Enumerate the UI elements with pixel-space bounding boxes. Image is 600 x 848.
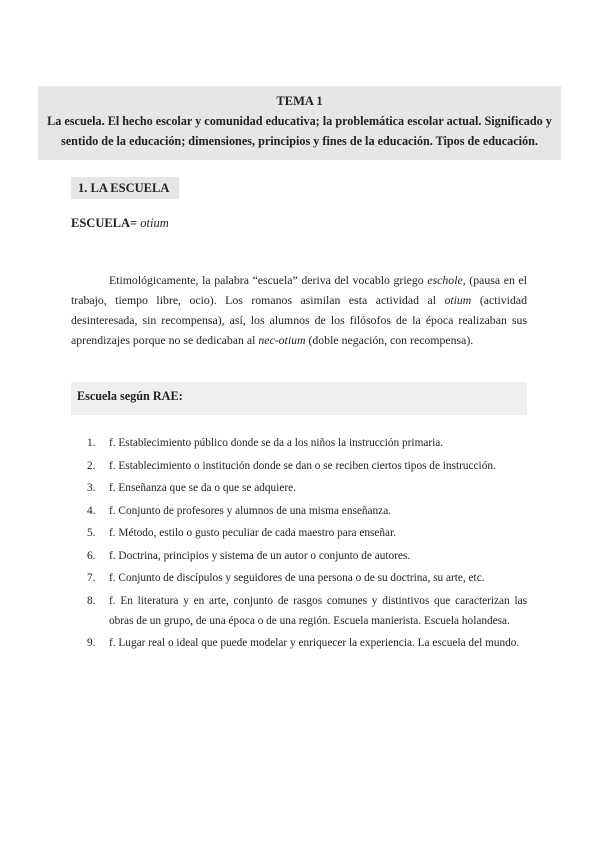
para-text-1: Etimológicamente, la palabra “escuela” deriva del vocablo griego [109, 272, 428, 287]
document-title: TEMA 1 [276, 94, 323, 108]
etymology-paragraph [71, 270, 527, 350]
document-subtitle [38, 111, 561, 151]
list-item-number: 4. [87, 504, 96, 517]
list-item-number: 1. [87, 437, 96, 449]
list-item-text: f. Lugar real o ideal que puede modelar y enriquecer la experiencia. La escuela del mundo. [109, 637, 520, 649]
list-item [87, 633, 527, 653]
list-item-number: 6. [87, 549, 96, 562]
list-item [87, 568, 527, 588]
list-item [87, 523, 527, 543]
para-text-3: (actividad desinteresada, sin recompensa), así, los alumnos de los filósofos de la época realizaban sus aprendizajes porque no se dedicaban al [71, 292, 527, 347]
list-item-text: f. Establecimiento público donde se da a los niños la instrucción primaria. [109, 437, 444, 449]
list-item-number: 9. [87, 637, 96, 649]
list-item-text: f. Establecimiento o institución donde se dan o se reciben ciertos tipos de instrucción. [109, 459, 496, 472]
section-heading: 1. LA ESCUELA [71, 177, 179, 199]
subtitle-line-2: sentido de la educación; dimensiones, principios y fines de la educación. Tipos de educación. [61, 134, 538, 148]
definition-value: otium [140, 216, 169, 230]
list-item-text: f. Enseñanza que se da o que se adquiere. [109, 482, 296, 494]
list-item [87, 433, 527, 453]
rae-heading: Escuela según RAE: [71, 382, 527, 415]
list-item-number: 7. [87, 572, 96, 584]
list-item [87, 501, 527, 521]
list-item-number: 3. [87, 482, 96, 494]
list-item-text: f. Doctrina, principios y sistema de un autor o conjunto de autores. [109, 549, 411, 562]
para-word-eschole: eschole [427, 272, 463, 287]
list-item [87, 478, 527, 498]
list-item-number: 2. [87, 459, 96, 472]
escuela-definition [71, 216, 169, 231]
subtitle-line-1: La escuela. El hecho escolar y comunidad educativa; la problemática escolar actual. Significado y [47, 114, 552, 128]
list-item [87, 546, 527, 566]
list-item-number: 8. [87, 594, 96, 607]
title-box [38, 86, 561, 160]
para-word-otium: otium [444, 292, 472, 307]
list-item-text: f. Método, estilo o gusto peculiar de cada maestro para enseñar. [109, 527, 397, 539]
list-item-text: f. En literatura y en arte, conjunto de rasgos comunes y distintivos que caracterizan las obras de un grupo, de una época o de una región. Escuela manierista. Escuela holandesa. [109, 594, 527, 627]
list-item-text: f. Conjunto de discípulos y seguidores de una persona o de su doctrina, su arte, etc. [109, 572, 485, 584]
para-word-nec-otium: nec-otium [258, 332, 306, 347]
list-item [87, 591, 527, 631]
list-item-text: f. Conjunto de profesores y alumnos de una misma enseñanza. [109, 504, 392, 517]
para-text-4: (doble negación, con recompensa). [305, 332, 474, 347]
para-text-2: , (pausa en el trabajo, tiempo libre, ocio). Los romanos asimilan esta actividad al [71, 272, 528, 307]
rae-definitions-list [87, 433, 527, 656]
list-item [87, 456, 527, 476]
list-item-number: 5. [87, 527, 96, 539]
definition-term: ESCUELA= [71, 216, 138, 230]
